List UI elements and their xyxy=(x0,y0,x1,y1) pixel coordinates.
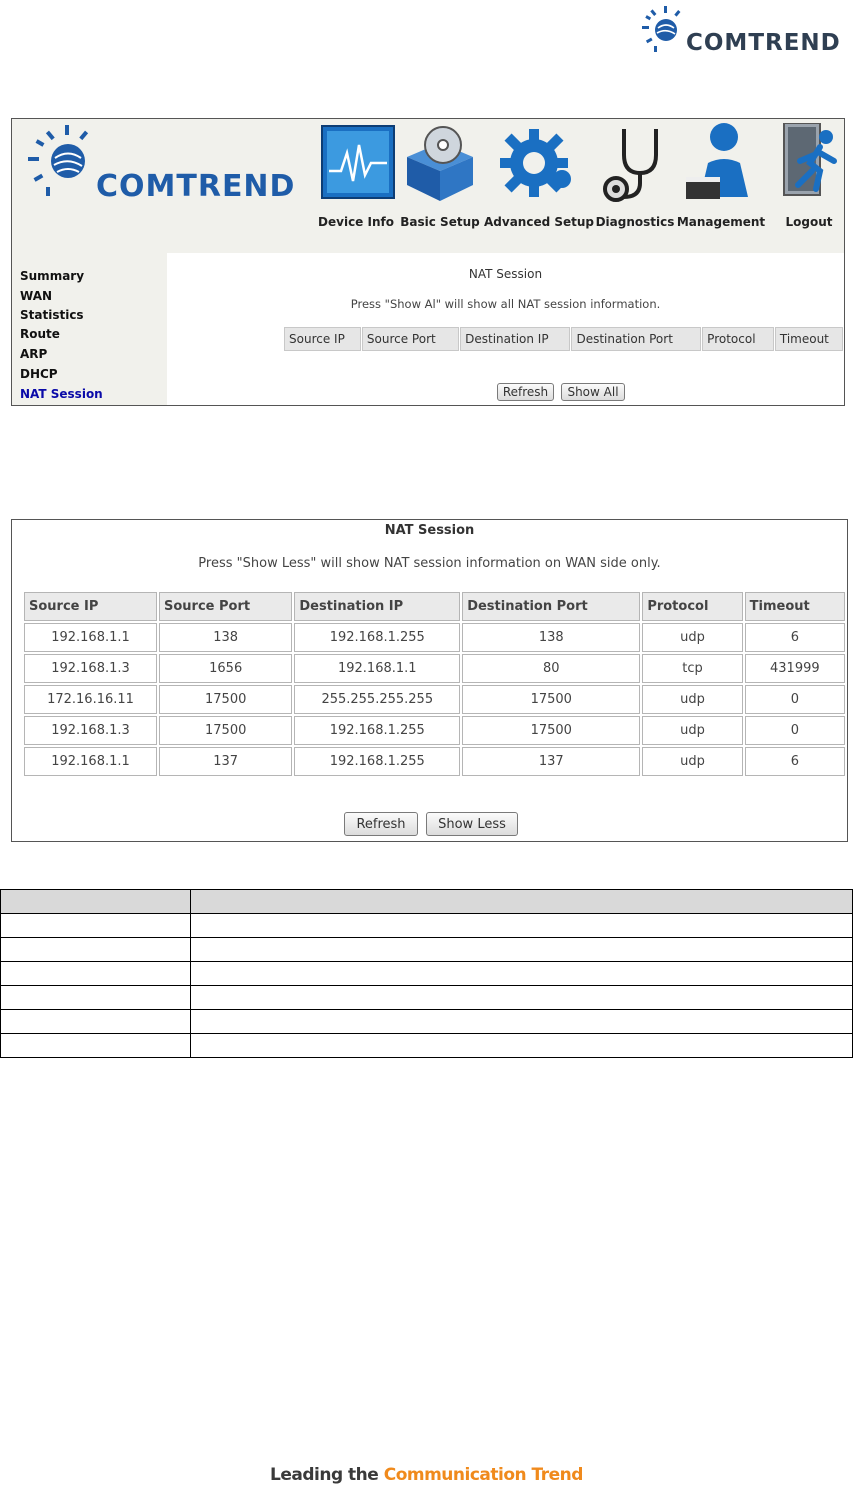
tagline-highlight: Communication xyxy=(383,1465,527,1485)
refresh-button[interactable]: Refresh xyxy=(497,383,554,401)
table-cell xyxy=(1,986,191,1010)
show-all-button[interactable]: Show All xyxy=(561,383,625,401)
cell-protocol: udp xyxy=(642,685,742,714)
nav-label: Basic Setup xyxy=(400,215,480,229)
table-cell xyxy=(191,890,853,914)
cell-destination-ip: 192.168.1.255 xyxy=(294,623,460,652)
table-row xyxy=(1,962,853,986)
cell-protocol: udp xyxy=(642,623,742,652)
cell-source-ip: 192.168.1.1 xyxy=(24,747,157,776)
page-title: NAT Session xyxy=(468,267,543,281)
cell-source-ip: 192.168.1.3 xyxy=(24,654,157,683)
nav-diagnostics[interactable] xyxy=(592,123,678,229)
page-note: Press "Show Less" will show NAT session information on WAN side only. xyxy=(198,556,661,571)
cell-protocol: udp xyxy=(642,716,742,745)
cell-timeout: 6 xyxy=(745,623,845,652)
col-source-ip: Source IP xyxy=(284,327,361,351)
nav-logout[interactable] xyxy=(766,123,852,229)
cell-source-ip: 192.168.1.1 xyxy=(24,623,157,652)
table-cell xyxy=(191,938,853,962)
cell-destination-ip: 192.168.1.255 xyxy=(294,747,460,776)
cell-protocol: udp xyxy=(642,747,742,776)
cell-destination-ip: 192.168.1.1 xyxy=(294,654,460,683)
sidebar xyxy=(12,253,167,405)
sidebar-item-statistics[interactable]: Statistics xyxy=(20,308,84,322)
parameter-table xyxy=(0,889,853,1058)
nav-advanced-setup[interactable] xyxy=(484,123,595,229)
table-cell xyxy=(191,1034,853,1058)
nat-session-screen-short xyxy=(11,118,845,406)
table-cell xyxy=(1,962,191,986)
cell-destination-port: 80 xyxy=(462,654,640,683)
box-disc-icon xyxy=(399,123,481,205)
col-source-ip: Source IP xyxy=(24,592,157,621)
table-row xyxy=(24,747,845,776)
table-row xyxy=(1,1034,853,1058)
router-header xyxy=(12,119,844,253)
col-timeout: Timeout xyxy=(775,327,843,351)
table-cell xyxy=(1,890,191,914)
nav-label: Device Info xyxy=(318,215,394,229)
cell-destination-port: 17500 xyxy=(462,685,640,714)
user-desk-icon xyxy=(680,123,762,205)
cell-destination-port: 17500 xyxy=(462,716,640,745)
cell-source-port: 138 xyxy=(159,623,292,652)
table-cell xyxy=(1,1010,191,1034)
show-less-button[interactable]: Show Less xyxy=(426,812,518,836)
nat-session-screen-full xyxy=(11,519,848,842)
tagline-part: Trend xyxy=(526,1465,583,1485)
brand-name: COMTREND xyxy=(686,30,841,56)
gear-icon xyxy=(496,123,578,205)
exit-runner-icon xyxy=(768,123,850,205)
table-cell xyxy=(191,986,853,1010)
col-source-port: Source Port xyxy=(362,327,459,351)
page-note: Press "Show Al" will show all NAT session information. xyxy=(350,297,661,311)
col-source-port: Source Port xyxy=(159,592,292,621)
col-destination-port: Destination Port xyxy=(462,592,640,621)
sidebar-item-summary[interactable]: Summary xyxy=(20,269,85,283)
refresh-button[interactable]: Refresh xyxy=(344,812,418,836)
table-row xyxy=(24,654,845,683)
nav-label: Diagnostics xyxy=(595,215,675,229)
table-row xyxy=(1,914,853,938)
table-row xyxy=(1,986,853,1010)
cell-source-ip: 192.168.1.3 xyxy=(24,716,157,745)
nav-label: Management xyxy=(676,215,766,229)
cell-destination-port: 137 xyxy=(462,747,640,776)
table-header-row xyxy=(284,327,843,351)
sidebar-item-wan[interactable]: WAN xyxy=(20,289,53,303)
sidebar-item-nat-session[interactable]: NAT Session xyxy=(20,387,103,401)
nav-device-info[interactable] xyxy=(313,123,399,229)
cell-destination-port: 138 xyxy=(462,623,640,652)
brand-name: COMTREND xyxy=(96,169,296,204)
cell-destination-ip: 192.168.1.255 xyxy=(294,716,460,745)
tagline-part: Leading the xyxy=(270,1465,384,1485)
nat-session-table xyxy=(22,590,847,778)
table-cell xyxy=(191,914,853,938)
table-row xyxy=(1,1010,853,1034)
cell-protocol: tcp xyxy=(642,654,742,683)
col-protocol: Protocol xyxy=(642,592,742,621)
nav-label: Logout xyxy=(785,215,833,229)
table-cell xyxy=(191,962,853,986)
cell-timeout: 431999 xyxy=(745,654,845,683)
col-destination-ip: Destination IP xyxy=(460,327,570,351)
cell-timeout: 0 xyxy=(745,685,845,714)
cell-source-port: 137 xyxy=(159,747,292,776)
col-destination-port: Destination Port xyxy=(571,327,701,351)
table-row xyxy=(1,938,853,962)
nav-management[interactable] xyxy=(676,123,766,229)
table-header-row xyxy=(1,890,853,914)
table-row xyxy=(24,623,845,652)
monitor-chart-icon xyxy=(319,123,397,201)
sidebar-item-route[interactable]: Route xyxy=(20,327,60,341)
stethoscope-icon xyxy=(594,123,676,205)
cell-timeout: 0 xyxy=(745,716,845,745)
cell-timeout: 6 xyxy=(745,747,845,776)
page-title: NAT Session xyxy=(384,523,475,538)
cell-source-port: 17500 xyxy=(159,716,292,745)
table-cell xyxy=(1,1034,191,1058)
table-header-row xyxy=(24,592,845,621)
col-timeout: Timeout xyxy=(745,592,845,621)
table-cell xyxy=(191,1010,853,1034)
table-row xyxy=(24,716,845,745)
nav-basic-setup[interactable] xyxy=(397,123,483,229)
nat-table-empty xyxy=(283,326,844,352)
cell-source-port: 1656 xyxy=(159,654,292,683)
col-protocol: Protocol xyxy=(702,327,774,351)
cell-destination-ip: 255.255.255.255 xyxy=(294,685,460,714)
cell-source-ip: 172.16.16.11 xyxy=(24,685,157,714)
nav-label: Advanced Setup xyxy=(484,215,595,229)
cell-source-port: 17500 xyxy=(159,685,292,714)
comtrend-sunburst-icon xyxy=(24,121,104,211)
sidebar-item-dhcp[interactable]: DHCP xyxy=(20,367,58,381)
footer-tagline xyxy=(0,1465,853,1485)
table-cell xyxy=(1,938,191,962)
table-row xyxy=(24,685,845,714)
table-cell xyxy=(1,914,191,938)
comtrend-logo xyxy=(636,4,846,60)
sidebar-item-arp[interactable]: ARP xyxy=(20,347,48,361)
col-destination-ip: Destination IP xyxy=(294,592,460,621)
